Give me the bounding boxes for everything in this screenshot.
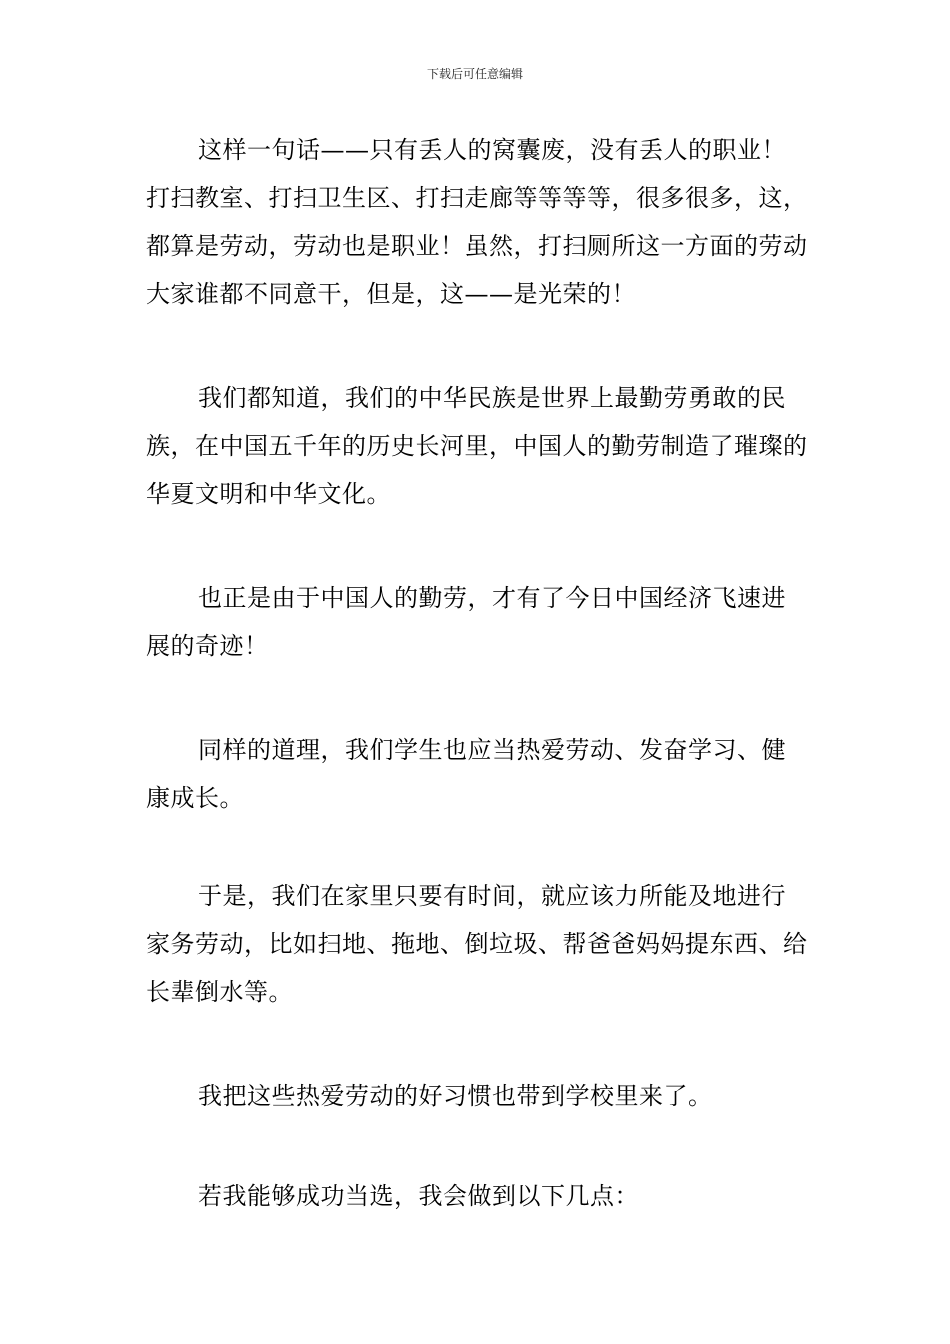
paragraph-2: 我们都知道，我们的中华民族是世界上最勤劳勇敢的民族，在中国五千年的历史长河里，中国人的勤劳制造了璀璨的华夏文明和中华文化。 bbox=[146, 384, 808, 508]
paragraph-1: 这样一句话——只有丢人的窝囊废，没有丢人的职业！打扫教室、打扫卫生区、打扫走廊等等等等，很多很多，这，都算是劳动，劳动也是职业！虽然，打扫厕所这一方面的劳动大家谁都不同意干，但是，这——是光荣的！ bbox=[146, 136, 808, 308]
paragraph-6: 我把这些热爱劳动的好习惯也带到学校里来了。 bbox=[198, 1082, 713, 1110]
paragraph-3: 也正是由于中国人的勤劳，才有了今日中国经济飞速进展的奇迹！ bbox=[146, 584, 786, 660]
page-header: 下载后可任意编辑 bbox=[426, 67, 523, 81]
paragraph-4: 同样的道理，我们学生也应当热爱劳动、发奋学习、健康成长。 bbox=[146, 736, 786, 812]
paragraph-7: 若我能够成功当选，我会做到以下几点： bbox=[198, 1182, 639, 1210]
paragraph-5: 于是，我们在家里只要有时间，就应该力所能及地进行家务劳动，比如扫地、拖地、倒垃圾、帮爸爸妈妈提东西、给长辈倒水等。 bbox=[146, 882, 808, 1006]
